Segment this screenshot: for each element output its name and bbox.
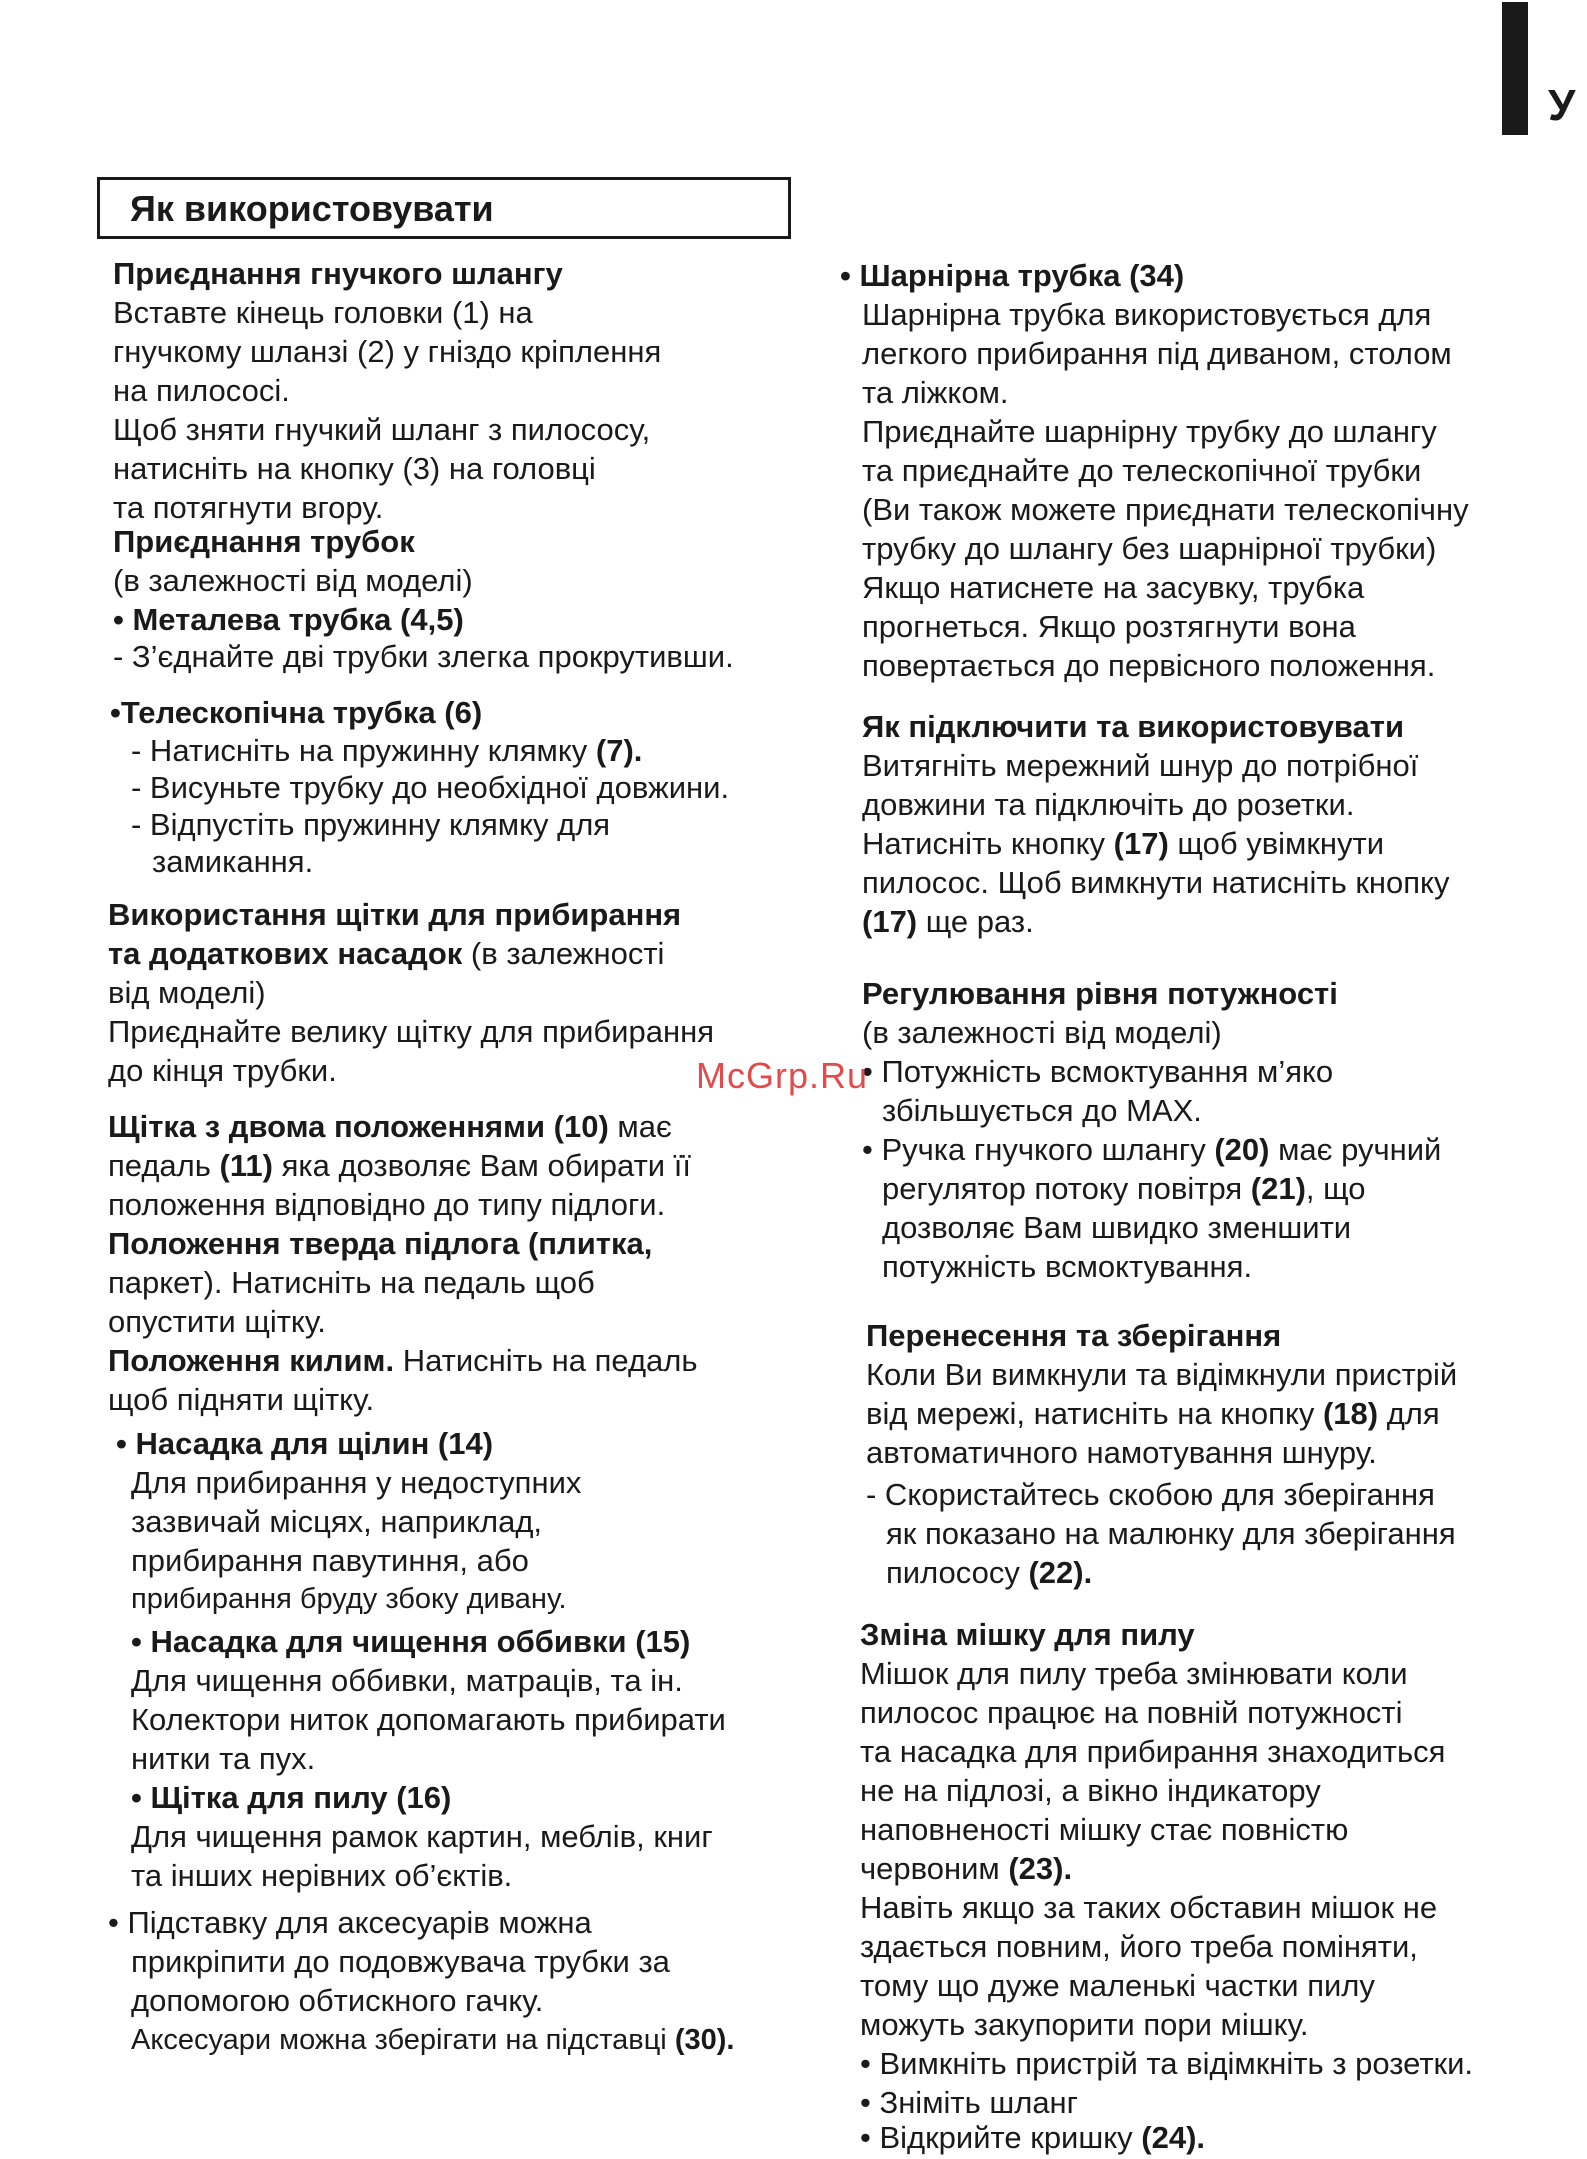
text-line: та інших нерівних об’єктів. <box>131 1858 513 1893</box>
text-line: • Потужність всмоктування м’яко <box>862 1054 1334 1089</box>
text-line: Якщо натиснете на засувку, трубка <box>862 570 1365 605</box>
page-title: Як використовувати <box>130 188 494 229</box>
text-line: та насадка для прибирання знаходиться <box>860 1734 1446 1769</box>
text-line: • Вимкніть пристрій та відімкніть з розетки. <box>860 2046 1474 2081</box>
text-line: Колектори ниток допомагають прибирати <box>131 1702 726 1737</box>
text-line: Приєднайте велику щітку для прибирання <box>108 1014 714 1049</box>
text-line: (в залежності від моделі) <box>113 563 473 598</box>
text-line: Натисніть кнопку (17) щоб увімкнути <box>862 826 1385 861</box>
text-line: Коли Ви вимкнули та відімкнули пристрій <box>866 1357 1458 1392</box>
bullet-upholstery-tool: • Насадка для чищення оббивки (15) <box>131 1624 691 1659</box>
text-line: довжини та підключіть до розетки. <box>862 787 1355 822</box>
text-line: Для чищення рамок картин, меблів, книг <box>131 1819 713 1854</box>
text-line: зазвичай місцях, наприклад, <box>131 1504 543 1539</box>
text-line: педаль (11) яка дозволяє Вам обирати її <box>108 1148 691 1183</box>
text-line: пилосос. Щоб вимкнути натисніть кнопку <box>862 865 1450 900</box>
text-line: - Натисніть на пружинну клямку (7). <box>131 733 643 768</box>
heading-two-position-brush: Щітка з двома положеннями (10) має <box>108 1109 672 1144</box>
text-line: положення відповідно до типу підлоги. <box>108 1187 666 1222</box>
text-line: дозволяє Вам швидко зменшити <box>882 1210 1352 1245</box>
text-line: та приєднайте до телескопічної трубки <box>862 453 1422 488</box>
text-line: регулятор потоку повітря (21), що <box>882 1171 1366 1206</box>
bullet-crevice-tool: • Насадка для щілин (14) <box>116 1426 494 1461</box>
language-tab-label: У <box>1548 81 1576 130</box>
text-line: - З’єднайте дві трубки злегка прокрутивши. <box>113 639 734 674</box>
text-line: нитки та пух. <box>131 1741 316 1776</box>
bullet-accessory-holder: • Підставку для аксесуарів можна <box>108 1905 592 1940</box>
text-line: повертається до первісного положення. <box>862 648 1436 683</box>
text-line: (17) ще раз. <box>862 904 1034 939</box>
heading-change-bag: Зміна мішку для пилу <box>860 1617 1195 1652</box>
text-line: прибирання бруду збоку дивану. <box>131 1583 567 1615</box>
text-line: не на підлозі, а вікно індикатору <box>860 1773 1321 1808</box>
text-line: Навіть якщо за таких обставин мішок не <box>860 1890 1438 1925</box>
text-line: прибирання павутиння, або <box>131 1543 529 1578</box>
heading-connect-use: Як підключити та використовувати <box>862 709 1405 744</box>
text-line: прикріпити до подовжувача трубки за <box>131 1944 670 1979</box>
text-line: • Відкрийте кришку (24). <box>860 2120 1206 2155</box>
text-line: гнучкому шланзі (2) у гніздо кріплення <box>113 334 662 369</box>
section-title-box <box>97 177 791 239</box>
text-line: Витягніть мережний шнур до потрібної <box>862 748 1419 783</box>
text-line: потужність всмоктування. <box>882 1249 1253 1284</box>
text-line: - Скористайтесь скобою для зберігання <box>866 1477 1435 1512</box>
text-line: паркет). Натисніть на педаль щоб <box>108 1265 595 1300</box>
text-line: Щоб зняти гнучкий шланг з пилососу, <box>113 412 651 447</box>
text-line: (в залежності від моделі) <box>862 1015 1222 1050</box>
heading-brush: Використання щітки для прибирання <box>108 897 682 932</box>
text-line: трубку до шлангу без шарнірної трубки) <box>862 531 1437 566</box>
text-line: • Ручка гнучкого шлангу (20) має ручний <box>862 1132 1442 1167</box>
text-line: • Зніміть шланг <box>860 2085 1078 2120</box>
bullet-hinged-tube: • Шарнірна трубка (34) <box>840 258 1185 293</box>
text-line: Аксесуари можна зберігати на підставці (30). <box>131 2024 735 2056</box>
text-line: червоним (23). <box>860 1851 1073 1886</box>
text-line: від мережі, натисніть на кнопку (18) для <box>866 1396 1440 1431</box>
text-line: та додаткових насадок (в залежності <box>108 936 665 971</box>
text-line: автоматичного намотування шнуру. <box>866 1435 1377 1470</box>
text-line: Для чищення оббивки, матраців, та ін. <box>131 1663 683 1698</box>
text-line: здається повним, його треба поміняти, <box>860 1929 1418 1964</box>
text-line: Шарнірна трубка використовується для <box>862 297 1432 332</box>
text-line: та потягнути вгору. <box>113 490 384 525</box>
heading-hose: Приєднання гнучкого шлангу <box>113 256 563 291</box>
text-line: Положення килим. Натисніть на педаль <box>108 1343 698 1378</box>
text-line: Приєднайте шарнірну трубку до шлангу <box>862 414 1437 449</box>
text-line: легкого прибирання під диваном, столом <box>862 336 1452 371</box>
text-line: пилососу (22). <box>886 1555 1093 1590</box>
text-line: (Ви також можете приєднати телескопічну <box>862 492 1469 527</box>
text-line: від моделі) <box>108 975 266 1010</box>
text-line: - Висуньте трубку до необхідної довжини. <box>131 770 730 805</box>
watermark: McGrp.Ru <box>696 1055 869 1096</box>
bullet-dust-brush: • Щітка для пилу (16) <box>131 1780 452 1815</box>
text-line: допомогою обтискного гачку. <box>131 1983 544 2018</box>
text-line: замикання. <box>152 844 314 879</box>
text-line: збільшується до MAX. <box>882 1093 1202 1128</box>
heading-carry-storage: Перенесення та зберігання <box>866 1318 1282 1353</box>
text-line: на пилососі. <box>113 373 290 408</box>
text-line: можуть закупорити пори мішку. <box>860 2007 1309 2042</box>
bullet-telescopic-tube: •Телескопічна трубка (6) <box>110 695 483 730</box>
text-line: та ліжком. <box>862 375 1009 410</box>
text-line: Для прибирання у недоступних <box>131 1465 582 1500</box>
text-line: прогнеться. Якщо розтягнути вона <box>862 609 1356 644</box>
text-line: тому що дуже маленькі частки пилу <box>860 1968 1375 2003</box>
text-line: пилосос працює на повній потужності <box>860 1695 1403 1730</box>
text-line: - Відпустіть пружинну клямку для <box>131 807 611 842</box>
text-line: Положення тверда підлога (плитка, <box>108 1226 653 1261</box>
heading-power-regulation: Регулювання рівня потужності <box>862 976 1338 1011</box>
text-line: натисніть на кнопку (3) на головці <box>113 451 596 486</box>
text-line: Мішок для пилу треба змінювати коли <box>860 1656 1408 1691</box>
text-line: щоб підняти щітку. <box>108 1382 375 1417</box>
heading-tubes: Приєднання трубок <box>113 524 415 559</box>
bullet-metal-tube: • Металева трубка (4,5) <box>113 602 464 637</box>
text-line: як показано на малюнку для зберігання <box>886 1516 1456 1551</box>
language-tab-bar <box>1502 2 1528 135</box>
text-line: наповненості мішку стає повністю <box>860 1812 1349 1847</box>
text-line: до кінця трубки. <box>108 1053 337 1088</box>
text-line: опустити щітку. <box>108 1304 326 1339</box>
text-line: Вставте кінець головки (1) на <box>113 295 533 330</box>
